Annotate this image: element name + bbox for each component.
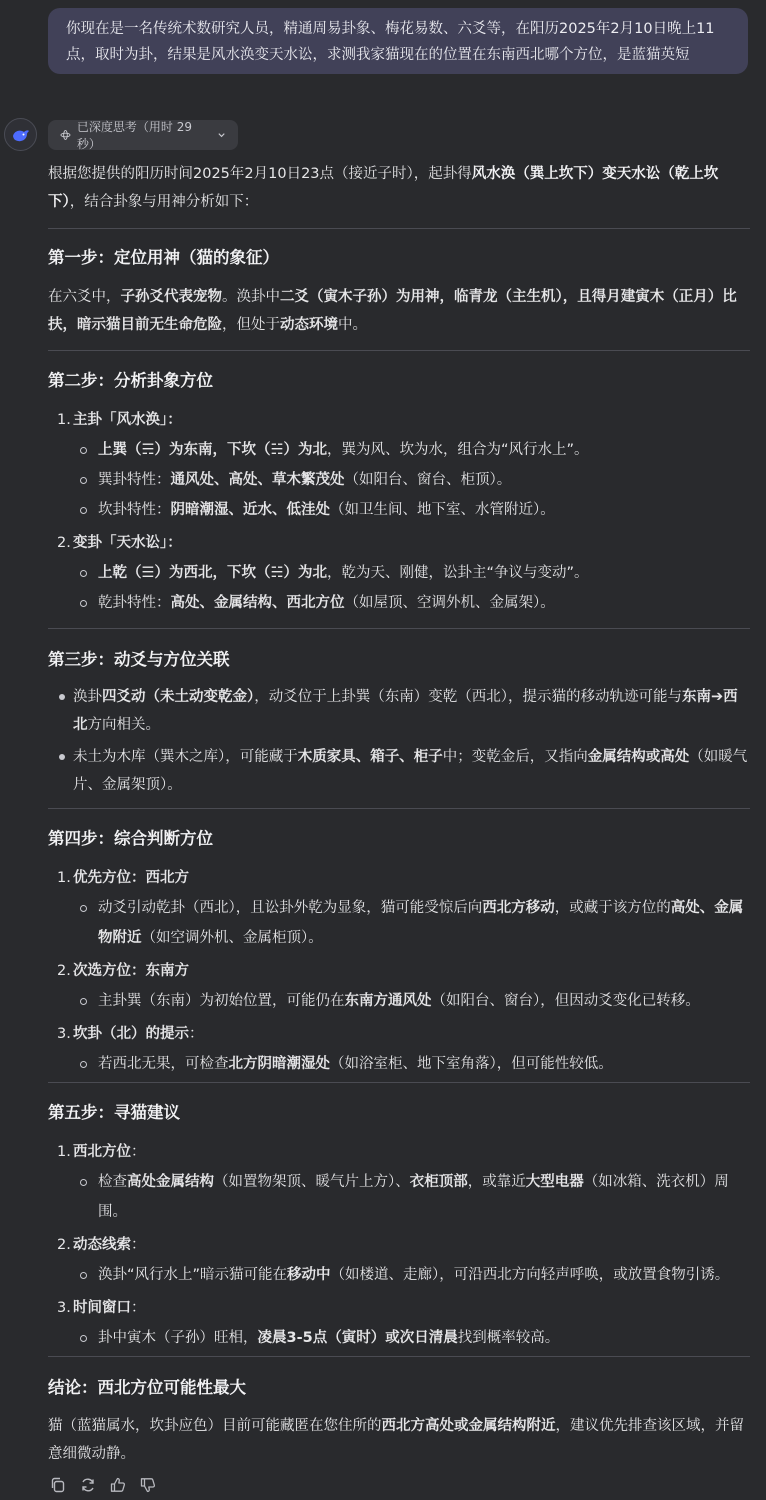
bullet-item: 未土为木库（巽木之库），可能藏于木质家具、箱子、柜子中；变乾金后，又指向金属结构或高处（如暖气片、金属架顶）。 bbox=[48, 743, 750, 799]
step2-list bbox=[48, 405, 750, 618]
sub-item: 卦中寅木（子孙）旺相，凌晨3-5点（寅时）或次日清晨找到概率较高。 bbox=[48, 1323, 750, 1353]
step3-list bbox=[48, 683, 750, 799]
list-item: 2. 次选方位：东南方 bbox=[57, 963, 189, 979]
divider bbox=[48, 628, 750, 629]
list-item: 2. 变卦「天水讼」： bbox=[57, 535, 182, 551]
step5-list bbox=[48, 1137, 750, 1353]
step1-paragraph: 在六爻中，子孙爻代表宠物。涣卦中二爻（寅木子孙）为用神，临青龙（主生机），且得月建寅木（正月）比扶，暗示猫目前无生命危险，但处于动态环境中。 bbox=[48, 289, 737, 333]
user-message: 你现在是一名传统术数研究人员，精通周易卦象、梅花易数、六爻等，在阳历2025年2月10日晚上11点，取时为卦，结果是风水涣变天水讼，求测我家猫现在的位置在东南西北哪个方位，是蓝猫英短 bbox=[48, 8, 748, 74]
thumbs-up-icon[interactable] bbox=[108, 1475, 128, 1495]
list-item: 1. 优先方位：西北方 bbox=[57, 870, 189, 886]
step4-heading: 第四步：综合判断方位 bbox=[48, 829, 213, 848]
list-item: 2. 动态线索： bbox=[57, 1237, 146, 1253]
conclusion-heading: 结论：西北方位可能性最大 bbox=[48, 1378, 246, 1397]
sub-item: 检查高处金属结构（如置物架顶、暖气片上方）、衣柜顶部，或靠近大型电器（如冰箱、洗衣机）周围。 bbox=[48, 1167, 750, 1227]
assistant-avatar bbox=[4, 118, 37, 151]
sub-item: 坎卦特性：阴暗潮湿、近水、低洼处（如卫生间、地下室、水管附近）。 bbox=[48, 495, 750, 525]
divider bbox=[48, 350, 750, 351]
deep-think-label: 已深度思考（用时 29 秒） bbox=[76, 120, 193, 151]
sub-item: 巽卦特性：通风处、高处、草木繁茂处（如阳台、窗台、柜顶）。 bbox=[48, 465, 750, 495]
list-item: 1. 主卦「风水涣」： bbox=[57, 412, 182, 428]
intro-paragraph: 根据您提供的阳历时间2025年2月10日23点（接近子时），起卦得风水涣（巽上坎下）变天水讼（乾上坎下），结合卦象与用神分析如下： bbox=[48, 166, 719, 210]
list-item: 3. 坎卦（北）的提示： bbox=[57, 1026, 204, 1042]
atom-icon bbox=[60, 129, 71, 141]
deep-think-toggle[interactable] bbox=[48, 120, 238, 150]
chevron-down-icon bbox=[217, 130, 226, 140]
whale-logo-icon bbox=[11, 125, 31, 145]
divider bbox=[48, 1082, 750, 1083]
conclusion-paragraph: 猫（蓝猫属水，坎卦应色）目前可能藏匿在您住所的西北方高处或金属结构附近，建议优先排查该区域，并留意细微动静。 bbox=[48, 1418, 744, 1462]
step1-heading: 第一步：定位用神（猫的象征） bbox=[48, 248, 279, 267]
regenerate-icon[interactable] bbox=[78, 1475, 98, 1495]
divider bbox=[48, 808, 750, 809]
sub-item: 若西北无果，可检查北方阴暗潮湿处（如浴室柜、地下室角落），但可能性较低。 bbox=[48, 1049, 750, 1079]
message-actions bbox=[48, 1475, 158, 1495]
step3-heading: 第三步：动爻与方位关联 bbox=[48, 650, 230, 669]
copy-icon[interactable] bbox=[48, 1475, 68, 1495]
list-item: 3. 时间窗口： bbox=[57, 1300, 146, 1316]
sub-item: 涣卦“风行水上”暗示猫可能在移动中（如楼道、走廊），可沿西北方向轻声呼唤，或放置食物引诱。 bbox=[48, 1260, 750, 1290]
sub-item: 动爻引动乾卦（西北），且讼卦外乾为显象，猫可能受惊后向西北方移动，或藏于该方位的高处、金属物附近（如空调外机、金属柜顶）。 bbox=[48, 893, 750, 953]
divider bbox=[48, 1356, 750, 1357]
step2-heading: 第二步：分析卦象方位 bbox=[48, 371, 213, 390]
bullet-item: 涣卦四爻动（未土动变乾金），动爻位于上卦巽（东南）变乾（西北），提示猫的移动轨迹可能与东南➔西北方向相关。 bbox=[48, 683, 750, 739]
sub-item: 上巽（☴）为东南，下坎（☵）为北，巽为风、坎为水，组合为“风行水上”。 bbox=[48, 435, 750, 465]
sub-item: 主卦巽（东南）为初始位置，可能仍在东南方通风处（如阳台、窗台），但因动爻变化已转移。 bbox=[48, 986, 750, 1016]
thumbs-down-icon[interactable] bbox=[138, 1475, 158, 1495]
step4-list bbox=[48, 863, 750, 1079]
divider bbox=[48, 228, 750, 229]
sub-item: 上乾（☰）为西北，下坎（☵）为北，乾为天、刚健，讼卦主“争议与变动”。 bbox=[48, 558, 750, 588]
step5-heading: 第五步：寻猫建议 bbox=[48, 1103, 180, 1122]
list-item: 1. 西北方位： bbox=[57, 1144, 146, 1160]
sub-item: 乾卦特性：高处、金属结构、西北方位（如屋顶、空调外机、金属架）。 bbox=[48, 588, 750, 618]
